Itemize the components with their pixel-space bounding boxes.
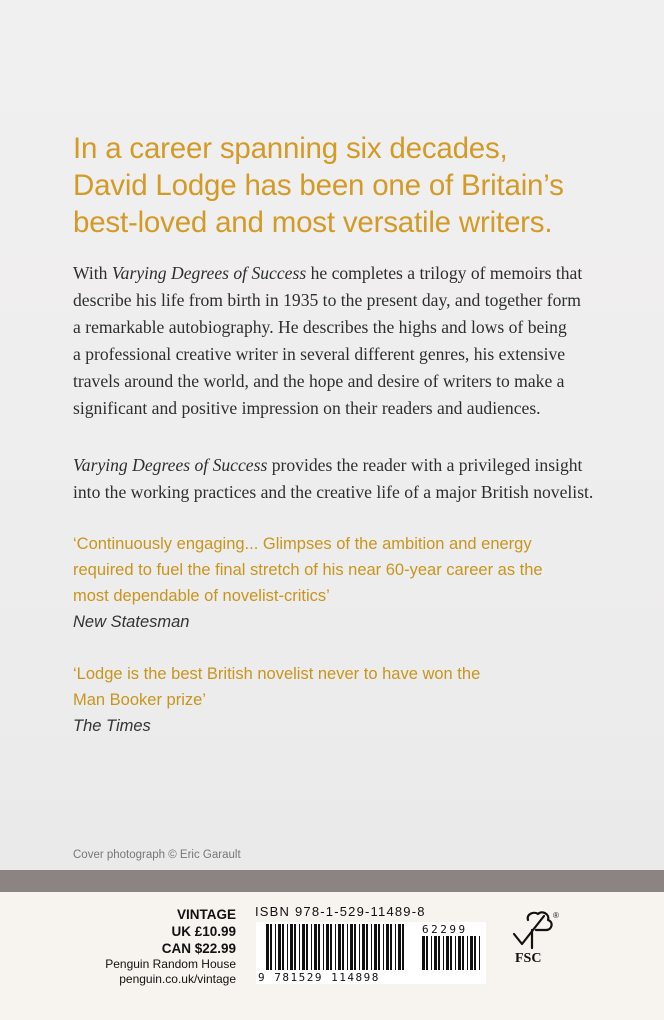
quote-line: ‘Continuously engaging... Glimpses of the ambition and energy <box>73 535 532 553</box>
price-uk: UK £10.99 <box>171 924 236 939</box>
barcode-bar <box>314 924 317 970</box>
barcode-bar <box>443 936 444 970</box>
barcode-bar <box>383 924 384 970</box>
divider-band <box>0 870 664 892</box>
barcode-bar <box>458 936 461 970</box>
review-quote <box>73 661 633 739</box>
quote-source: The Times <box>73 717 151 735</box>
tree-checkmark-icon <box>514 912 552 948</box>
barcode-bar <box>302 924 305 970</box>
barcode-bar <box>438 936 440 970</box>
barcode-bar <box>426 936 428 970</box>
barcode-bar <box>422 936 425 970</box>
photo-credit: Cover photograph © Eric Garault <box>73 849 241 861</box>
blurb-line: a remarkable autobiography. He describes the highs and lows of being <box>73 317 567 337</box>
quote-line: Man Booker prize’ <box>73 691 206 709</box>
headline-line: best-loved and most versatile writers. <box>73 206 553 239</box>
book-title: Varying Degrees of Success <box>111 263 307 283</box>
barcode-bar <box>347 924 348 970</box>
fsc-logo <box>506 908 562 966</box>
blurb-line: a professional creative writer in several different genres, his extensive <box>73 344 566 364</box>
blurb-line <box>73 452 643 479</box>
barcode-bar <box>275 924 276 970</box>
review-quote <box>73 531 633 635</box>
publisher-house: Penguin Random House <box>105 957 236 971</box>
blurb-line: into the working practices and the creative life of a major British novelist. <box>73 482 594 502</box>
blurb-text: he completes a trilogy of memoirs that <box>306 263 583 283</box>
barcode-bar <box>434 936 437 970</box>
blurb-line: travels around the world, and the hope and desire of writers to make a <box>73 371 565 391</box>
publisher-website: penguin.co.uk/vintage <box>119 972 236 986</box>
barcode-bar <box>366 924 368 970</box>
barcode-bar <box>338 924 341 970</box>
barcode-bar <box>330 924 332 970</box>
headline-line: David Lodge has been one of Britain’s <box>73 169 564 202</box>
barcode-bar <box>323 924 324 970</box>
price-can: CAN $22.99 <box>161 941 236 956</box>
barcode-bar <box>386 924 389 970</box>
blurb-line <box>73 260 643 287</box>
barcode-bar <box>446 936 449 970</box>
barcode-bar <box>390 924 392 970</box>
barcode-bar <box>278 924 281 970</box>
blurb-line: significant and positive impression on their readers and audiences. <box>73 398 541 418</box>
barcode-bar <box>299 924 300 970</box>
headline <box>73 130 633 241</box>
quote-line: required to fuel the final stretch of his near 60-year career as the <box>73 561 543 579</box>
barcode-bar <box>335 924 336 970</box>
blurb-prefix: With <box>73 263 112 283</box>
barcode-bar <box>270 924 272 970</box>
barcode-bar <box>354 924 356 970</box>
barcode-bar <box>467 936 468 970</box>
barcode-bar <box>455 936 456 970</box>
barcode-bar <box>395 924 396 970</box>
registered-mark: ® <box>553 911 559 920</box>
barcode-bar <box>306 924 308 970</box>
barcode-bar <box>362 924 365 970</box>
barcode-bar <box>350 924 353 970</box>
barcode-bar <box>431 936 432 970</box>
quote-line: most dependable of novelist-critics’ <box>73 587 330 605</box>
barcode-bar <box>326 924 329 970</box>
barcode-bar <box>402 924 404 970</box>
barcode-bar <box>398 924 401 970</box>
barcode-bar <box>287 924 288 970</box>
blurb-paragraph-1 <box>73 260 643 422</box>
quote-source: New Statesman <box>73 613 190 631</box>
barcode-bar <box>342 924 344 970</box>
barcode-bar <box>462 936 464 970</box>
barcode-bar <box>282 924 284 970</box>
barcode <box>256 922 486 984</box>
barcode-bar <box>311 924 312 970</box>
fsc-label: FSC <box>515 951 542 966</box>
barcode-bar <box>318 924 320 970</box>
book-title: Varying Degrees of Success <box>73 455 268 475</box>
publisher-info <box>105 906 236 987</box>
imprint-name: VINTAGE <box>176 907 236 922</box>
headline-line: In a career spanning six decades, <box>73 132 508 165</box>
barcode-bar <box>378 924 380 970</box>
blurb-text: provides the reader with a privileged insight <box>267 455 583 475</box>
barcode-addon-digits: 62299 <box>422 923 468 936</box>
barcode-bar <box>474 936 476 970</box>
isbn-label: ISBN 978-1-529-11489-8 <box>255 904 426 919</box>
barcode-bar <box>371 924 372 970</box>
barcode-digits: 9 781529 114898 <box>258 971 380 984</box>
barcode-bar <box>374 924 377 970</box>
quote-line: ‘Lodge is the best British novelist never to have won the <box>73 665 481 683</box>
barcode-bar <box>450 936 452 970</box>
barcode-bar <box>266 924 269 970</box>
barcode-bar <box>359 924 360 970</box>
barcode-bar <box>290 924 293 970</box>
blurb-line: describe his life from birth in 1935 to the present day, and together form <box>73 290 581 310</box>
barcode-bar <box>470 936 473 970</box>
blurb-paragraph-2 <box>73 452 643 506</box>
barcode-bar <box>479 936 480 970</box>
barcode-bar <box>294 924 296 970</box>
